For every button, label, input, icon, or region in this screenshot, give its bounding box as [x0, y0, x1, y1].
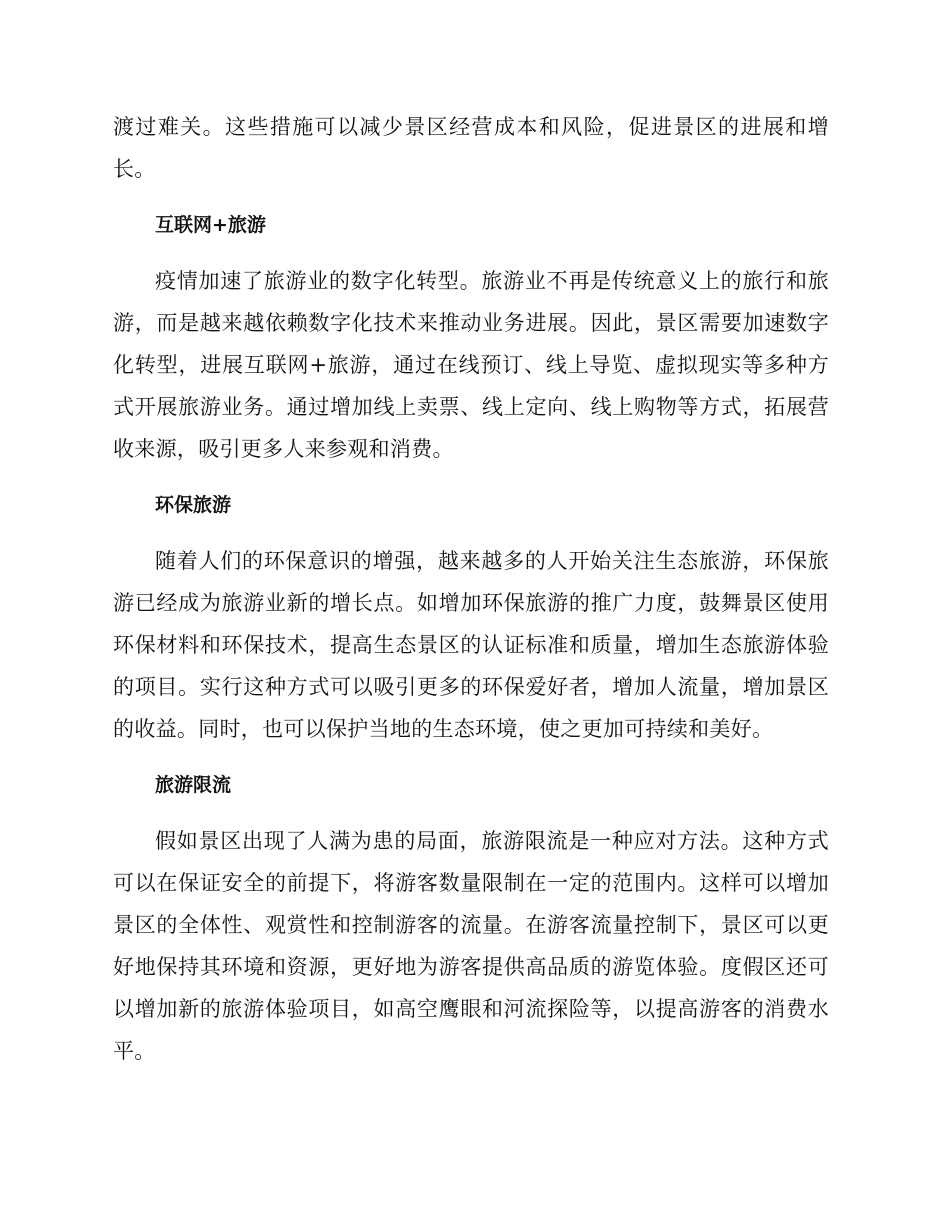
document-body — [113, 106, 829, 1086]
section-paragraph-internet-tourism: 疫情加速了旅游业的数字化转型。旅游业不再是传统意义上的旅行和旅游，而是越来越依赖数字化技术来推动业务进展。因此，景区需要加速数字化转型，进展互联网+旅游，通过在线预订、线上导览、虚拟现实等多种方式开展旅游业务。通过增加线上卖票、线上定向、线上购物等方式，拓展营收来源，吸引更多人来参观和消费。 — [113, 269, 829, 461]
section-paragraph-visitor-limit: 假如景区出现了人满为患的局面，旅游限流是一种应对方法。这种方式可以在保证安全的前提下，将游客数量限制在一定的范围内。这样可以增加景区的全体性、观赏性和控制游客的流量。在游客流量控制下，景区可以更好地保持其环境和资源，更好地为游客提供高品质的游览体验。度假区还可以增加新的旅游体验项目，如高空鹰眼和河流探险等，以提高游客的消费水平。 — [113, 829, 829, 1063]
section-paragraph-eco-tourism: 随着人们的环保意识的增强，越来越多的人开始关注生态旅游，环保旅游已经成为旅游业新的增长点。如增加环保旅游的推广力度，鼓舞景区使用环保材料和环保技术，提高生态景区的认证标准和质量，增加生态旅游体验的项目。实行这种方式可以吸引更多的环保爱好者，增加人流量，增加景区的收益。同时，也可以保护当地的生态环境，使之更加可持续和美好。 — [113, 549, 829, 741]
section-heading-visitor-limit: 旅游限流 — [155, 774, 232, 796]
intro-paragraph: 渡过难关。这些措施可以减少景区经营成本和风险，促进景区的进展和增长。 — [113, 115, 829, 181]
section-heading-internet-tourism: 互联网+旅游 — [155, 214, 266, 236]
section-heading-eco-tourism: 环保旅游 — [155, 494, 232, 516]
